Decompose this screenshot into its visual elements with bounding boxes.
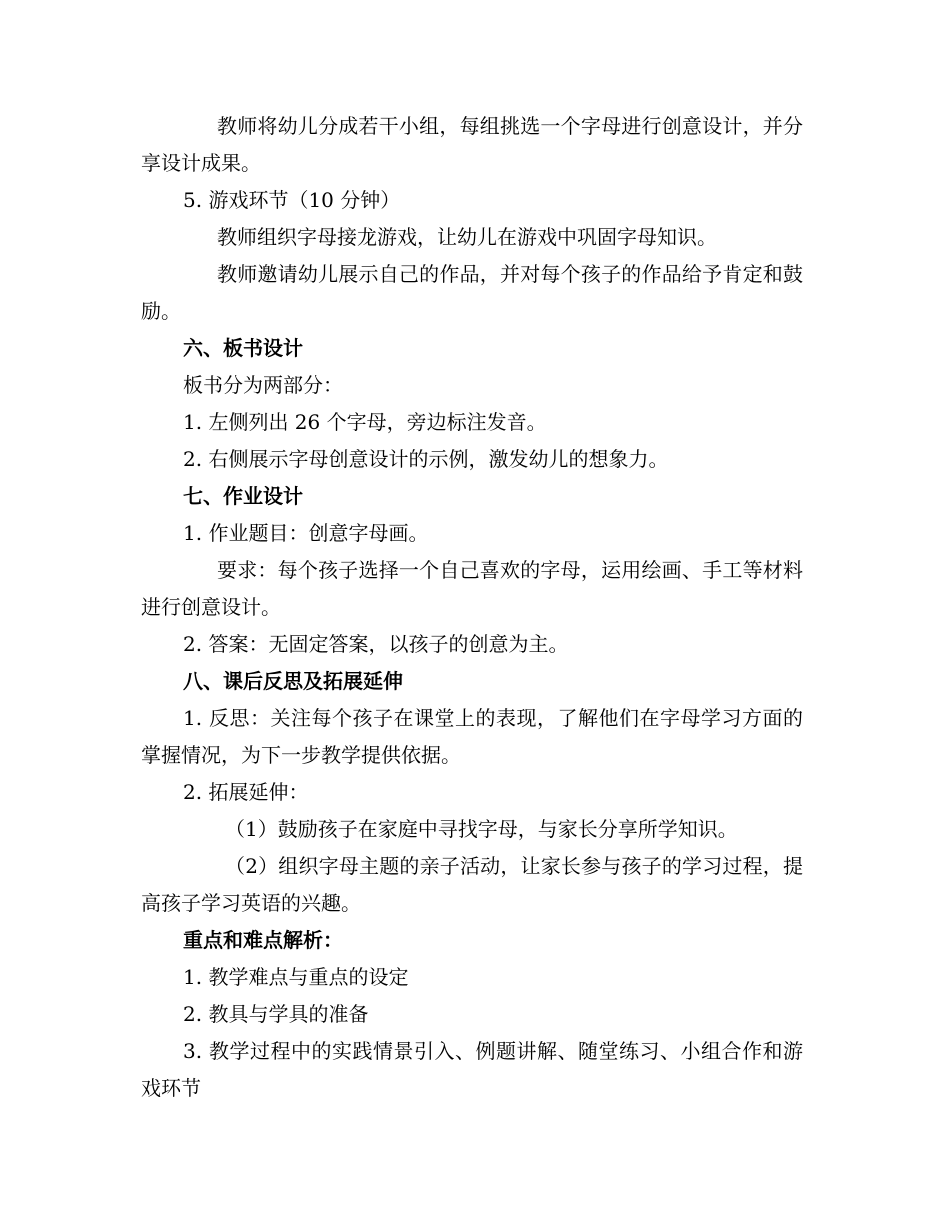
list-item-teaching-process: 3. 教学过程中的实践情景引入、例题讲解、随堂练习、小组合作和游戏环节 [141, 1039, 803, 1100]
paragraph-letter-chain-game: 教师组织字母接龙游戏，让幼儿在游戏中巩固字母知识。 [217, 225, 717, 249]
list-item-board-right: 2. 右侧展示字母创意设计的示例，激发幼儿的想象力。 [183, 447, 669, 471]
paragraph-homework-requirements: 要求：每个孩子选择一个自己喜欢的字母，运用绘画、手工等材料进行创意设计。 [141, 558, 803, 619]
list-item-reflection: 1. 反思：关注每个孩子在课堂上的表现，了解他们在字母学习方面的掌握情况，为下一步教学提供依据。 [141, 706, 803, 767]
section-heading-board-design: 六、板书设计 [183, 336, 303, 360]
paragraph-board-two-parts: 板书分为两部分： [183, 373, 343, 397]
list-item-homework-answer: 2. 答案：无固定答案，以孩子的创意为主。 [183, 632, 569, 656]
paragraph-group-design: 教师将幼儿分成若干小组，每组挑选一个字母进行创意设计，并分享设计成果。 [141, 114, 803, 175]
list-item-key-points-setting: 1. 教学难点与重点的设定 [183, 965, 409, 989]
section-heading-key-points: 重点和难点解析： [183, 928, 343, 952]
list-item-teaching-aids: 2. 教具与学具的准备 [183, 1002, 369, 1026]
list-item-game-session: 5. 游戏环节（10 分钟） [183, 188, 401, 212]
paragraph-show-works: 教师邀请幼儿展示自己的作品，并对每个孩子的作品给予肯定和鼓励。 [141, 262, 803, 323]
sub-item-family-letters: （1）鼓励孩子在家庭中寻找字母，与家长分享所学知识。 [225, 817, 738, 841]
list-item-homework-topic: 1. 作业题目：创意字母画。 [183, 521, 429, 545]
list-item-extension: 2. 拓展延伸： [183, 780, 309, 804]
list-item-board-left: 1. 左侧列出 26 个字母，旁边标注发音。 [183, 410, 547, 434]
section-heading-homework-design: 七、作业设计 [183, 484, 303, 508]
sub-item-parent-child-activity: （2）组织字母主题的亲子活动，让家长参与孩子的学习过程，提高孩子学习英语的兴趣。 [141, 854, 803, 915]
section-heading-reflection: 八、课后反思及拓展延伸 [183, 669, 403, 693]
document-body [141, 108, 803, 1107]
